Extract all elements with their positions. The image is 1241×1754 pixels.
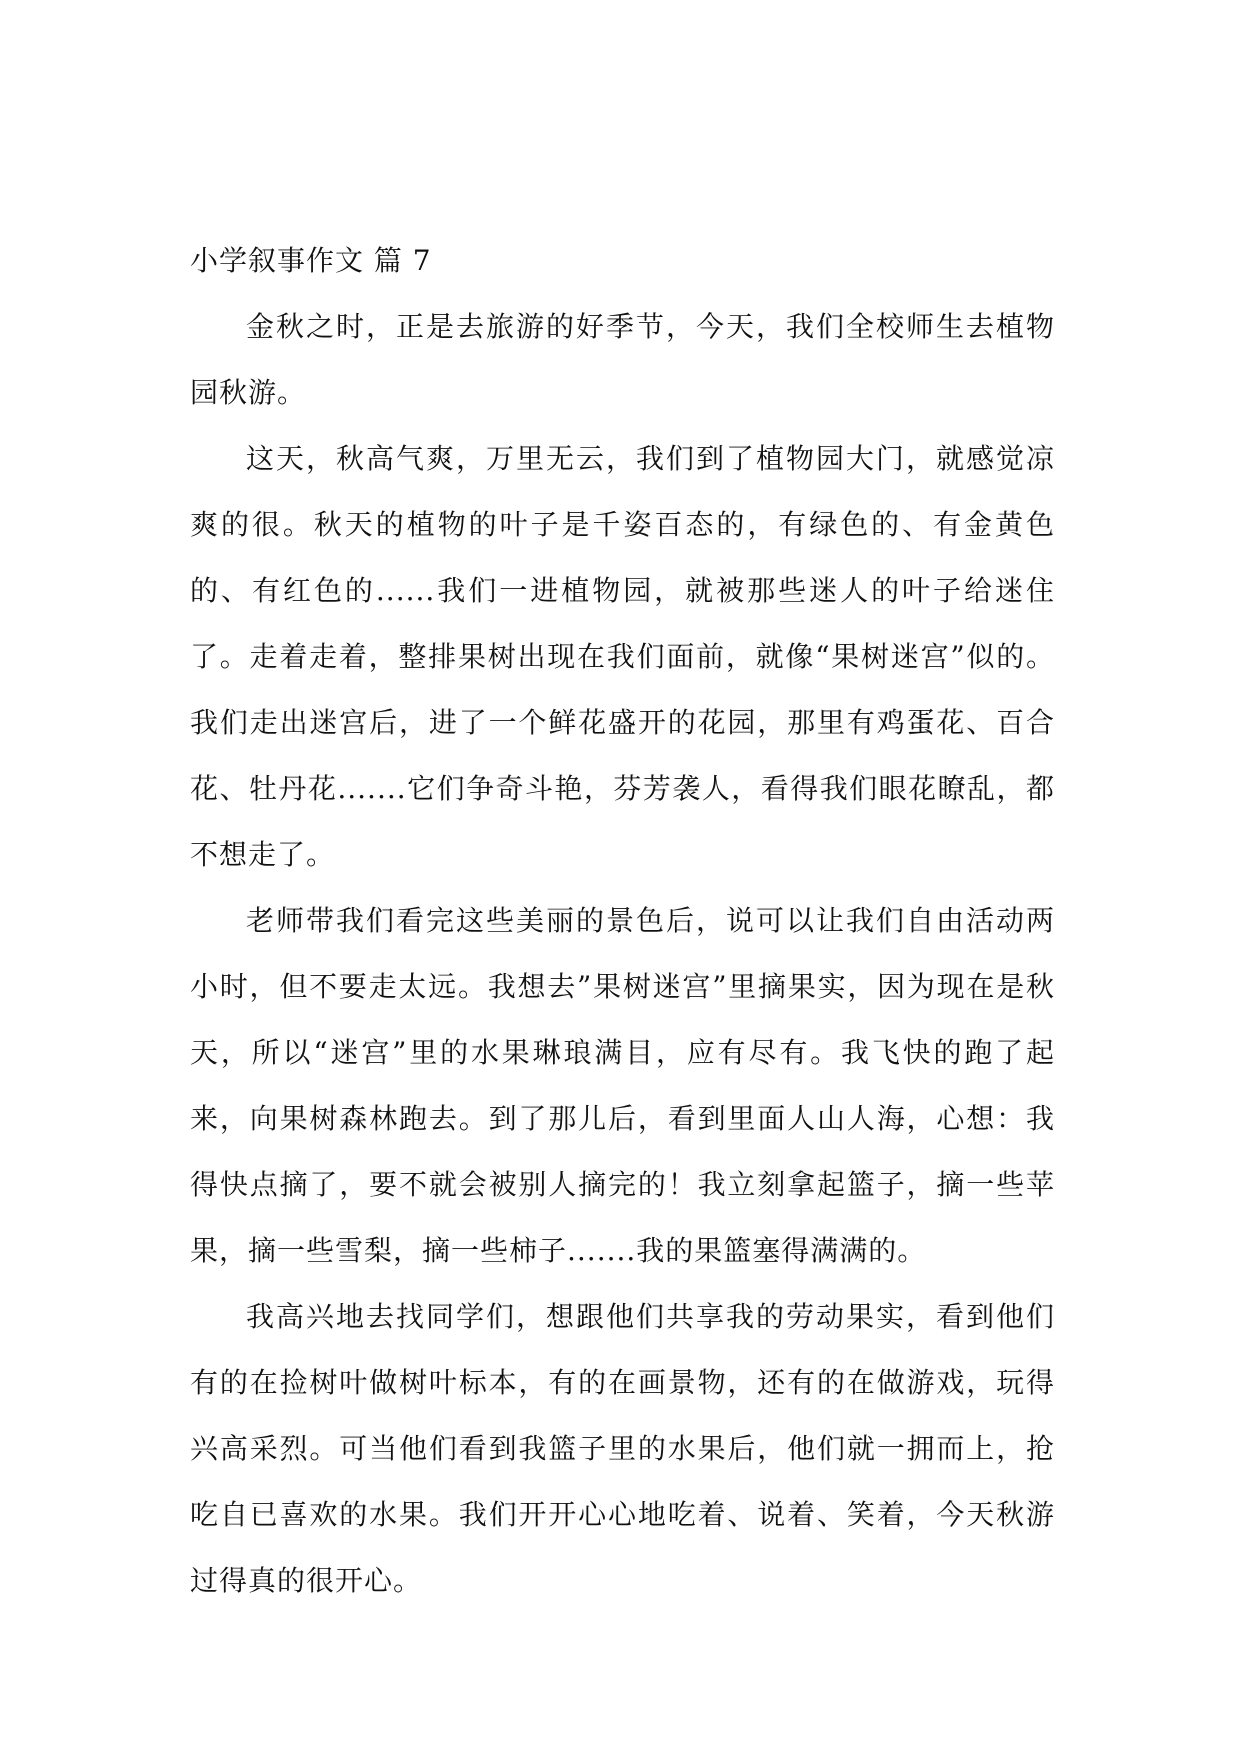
page-title: 小学叙事作文 篇 7: [190, 244, 432, 277]
document-body: [190, 228, 1055, 1614]
paragraph-3: 老师带我们看完这些美丽的景色后，说可以让我们自由活动两小时，但不要走太远。我想去”果树迷宫”里摘果实，因为现在是秋天，所以“迷宫”里的水果琳琅满目，应有尽有。我飞快的跑了起来，向果树森林跑去。到了那儿后，看到里面人山人海，心想：我得快点摘了，要不就会被别人摘完的！我立刻拿起篮子，摘一些苹果，摘一些雪梨，摘一些柿子.......我的果篮塞得满满的。: [190, 904, 1055, 1267]
paragraph-2: 这天，秋高气爽，万里无云，我们到了植物园大门，就感觉凉爽的很。秋天的植物的叶子是千姿百态的，有绿色的、有金黄色的、有红色的......我们一进植物园，就被那些迷人的叶子给迷住了。走着走着，整排果树出现在我们面前，就像“果树迷宫”似的。我们走出迷宫后，进了一个鲜花盛开的花园，那里有鸡蛋花、百合花、牡丹花.......它们争奇斗艳，芬芳袭人，看得我们眼花瞭乱，都不想走了。: [190, 442, 1055, 871]
paragraph-1: 金秋之时，正是去旅游的好季节，今天，我们全校师生去植物园秋游。: [190, 310, 1055, 409]
paragraph-4: 我高兴地去找同学们，想跟他们共享我的劳动果实，看到他们有的在捡树叶做树叶标本，有的在画景物，还有的在做游戏，玩得兴高采烈。可当他们看到我篮子里的水果后，他们就一拥而上，抢吃自已喜欢的水果。我们开开心心地吃着、说着、笑着，今天秋游过得真的很开心。: [190, 1300, 1055, 1597]
